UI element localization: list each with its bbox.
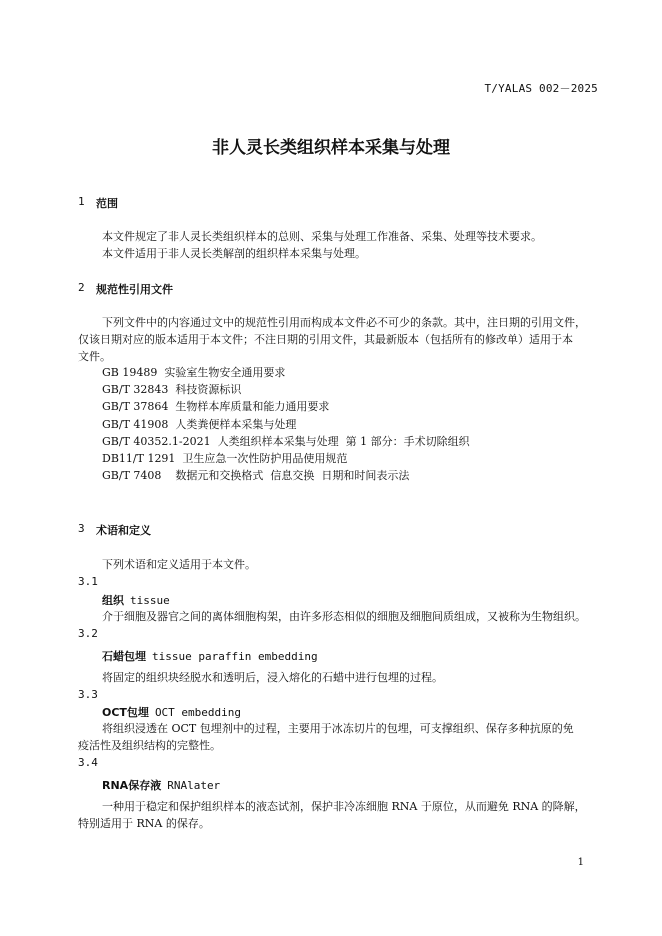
section-1-paragraph-1: 本文件规定了非人灵长类组织样本的总则、采集与处理工作准备、采集、处理等技术要求。 <box>102 230 542 243</box>
term-3-2-number: 3.2 <box>78 627 98 640</box>
section-2-intro-line-1: 下列文件中的内容通过文中的规范性引用而构成本文件必不可少的条款。其中，注日期的引用文件， <box>102 316 586 329</box>
term-3-3-definition-line-2: 疫活性及组织结构的完整性。 <box>78 739 221 752</box>
section-1-title: 范围 <box>96 197 118 210</box>
term-3-2-english: tissue paraffin embedding <box>152 650 318 663</box>
term-3-3-chinese: OCT包埋 <box>102 706 149 719</box>
section-2-title: 规范性引用文件 <box>96 283 173 296</box>
term-3-2-definition: 将固定的组织块经脱水和透明后，浸入熔化的石蜡中进行包埋的过程。 <box>102 671 443 684</box>
reference-item: DB11/T 1291 卫生应急一次性防护用品使用规范 <box>102 452 348 466</box>
reference-item: GB/T 32843 科技资源标识 <box>102 383 242 397</box>
section-3-title: 术语和定义 <box>96 524 151 537</box>
term-3-3-definition-line-1: 将组织浸透在 OCT 包埋剂中的过程，主要用于冰冻切片的包埋，可支撑组织、保存多种抗原的免 <box>102 722 574 735</box>
term-3-1-english: tissue <box>130 594 170 607</box>
section-1-paragraph-2: 本文件适用于非人灵长类解剖的组织样本采集与处理。 <box>102 247 366 260</box>
term-3-2-chinese: 石蜡包埋 <box>102 650 146 663</box>
normative-references-list <box>102 364 470 484</box>
term-3-2-heading <box>102 648 318 664</box>
term-3-1-definition: 介于细胞及器官之间的离体细胞构架，由许多形态相似的细胞及细胞间质组成，又被称为生物组织。 <box>102 610 586 623</box>
section-2-intro-line-3: 文件。 <box>78 350 111 363</box>
reference-item: GB/T 41908 人类粪便样本采集与处理 <box>102 417 297 431</box>
term-3-4-number: 3.4 <box>78 756 98 769</box>
page-number: 1 <box>577 857 584 868</box>
reference-item: GB/T 37864 生物样本库质量和能力通用要求 <box>102 400 330 414</box>
section-2-number: 2 <box>78 281 85 294</box>
term-3-3-english: OCT embedding <box>154 706 242 719</box>
reference-item: GB/T 7408 数据元和交换格式 信息交换 日期和时间表示法 <box>102 469 410 483</box>
term-3-3-number: 3.3 <box>78 688 98 701</box>
term-3-1-chinese: 组织 <box>102 594 124 607</box>
section-3-intro: 下列术语和定义适用于本文件。 <box>102 558 256 571</box>
term-3-4-definition-line-2: 特别适用于 RNA 的保存。 <box>78 817 210 830</box>
section-3-number: 3 <box>78 522 85 535</box>
section-2-intro-line-2: 仅该日期对应的版本适用于本文件；不注日期的引用文件，其最新版本（包括所有的修改单）适用于本 <box>78 333 573 346</box>
term-3-4-definition-line-1: 一种用于稳定和保护组织样本的液态试剂，保护非冷冻细胞 RNA 于原位，从而避免 RNA 的降解， <box>102 800 586 813</box>
document-title: 非人灵长类组织样本采集与处理 <box>212 138 450 158</box>
section-1-number: 1 <box>78 195 85 208</box>
term-3-1-heading <box>102 592 170 608</box>
reference-item: GB 19489 实验室生物安全通用要求 <box>102 366 286 379</box>
term-3-4-english: RNAlater <box>167 779 221 792</box>
term-3-4-chinese: RNA保存液 <box>102 779 162 792</box>
document-code: T/YALAS 002－2025 <box>484 82 598 95</box>
term-3-3-heading <box>102 704 241 720</box>
term-3-1-number: 3.1 <box>78 575 98 588</box>
reference-item: GB/T 40352.1-2021 人类组织样本采集与处理 第 1 部分：手术切除组织 <box>102 434 470 448</box>
term-3-4-heading <box>102 777 220 793</box>
